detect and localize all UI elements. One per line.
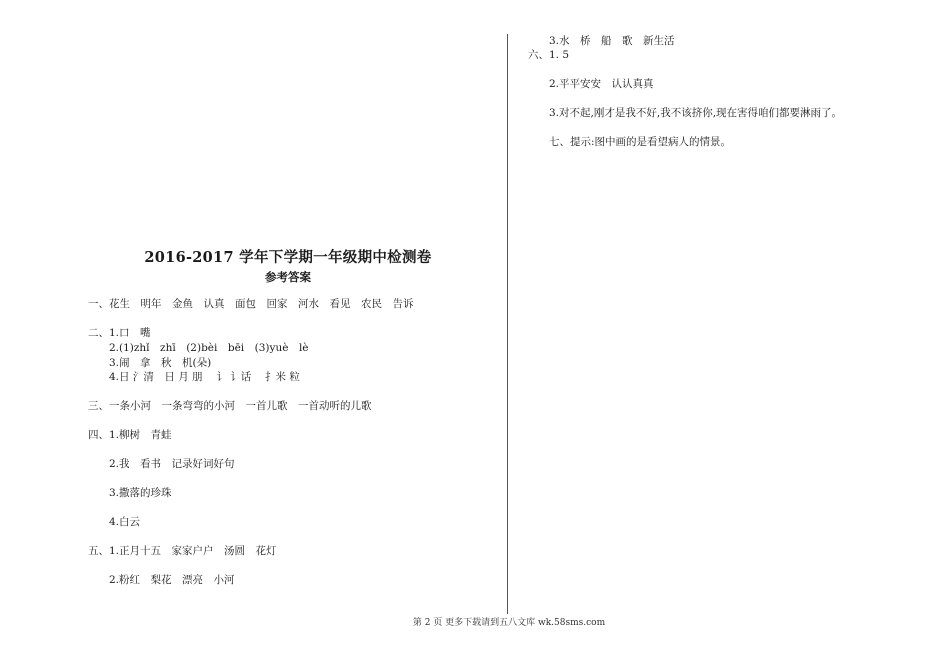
answer-section-5-item-1: 五、1.正月十五 家家户户 汤圆 花灯 [88, 545, 277, 557]
answer-section-4-item-3: 3.撒落的珍珠 [109, 487, 172, 499]
answer-section-4-item-2: 2.我 看书 记录好词好句 [109, 458, 235, 470]
column-divider [507, 34, 508, 614]
answer-section-6-item-1: 六、1. 5 [528, 49, 570, 61]
answer-section-5-item-3: 3.水 桥 船 歌 新生活 [549, 35, 675, 47]
answer-section-4-item-4: 4.白云 [109, 516, 141, 528]
answer-section-2-item-1: 二、1.口 嘴 [88, 327, 151, 339]
page-footer: 第 2 页 更多下载请到五八文库 wk.58sms.com [412, 618, 606, 628]
answer-section-1: 一、花生 明年 金鱼 认真 面包 回家 河水 看见 农民 告诉 [88, 298, 414, 310]
answer-section-3: 三、一条小河 一条弯弯的小河 一首儿歌 一首动听的儿歌 [88, 400, 372, 412]
answer-section-2-item-4: 4.日 氵清 日 月 朋 讠 讠话 扌米 粒 [109, 371, 300, 383]
answer-section-4-item-1: 四、1.柳树 青蛙 [88, 429, 172, 441]
answer-key-subtitle: 参考答案 [265, 270, 311, 284]
answer-section-5-item-2: 2.粉红 梨花 漂亮 小河 [109, 574, 235, 586]
exam-title: 2016-2017 学年下学期一年级期中检测卷 [144, 249, 432, 266]
answer-section-6-item-3: 3.对不起,刚才是我不好,我不该挤你,现在害得咱们都要淋雨了。 [549, 107, 843, 119]
answer-section-2-item-2: 2.(1)zhǐ zhī (2)bèi bēi (3)yuè lè [109, 342, 309, 354]
answer-section-2-item-3: 3.闹 拿 秋 机(朵) [109, 357, 212, 369]
answer-section-7: 七、提示:图中画的是看望病人的情景。 [549, 136, 732, 148]
answer-section-6-item-2: 2.平平安安 认认真真 [549, 78, 654, 90]
